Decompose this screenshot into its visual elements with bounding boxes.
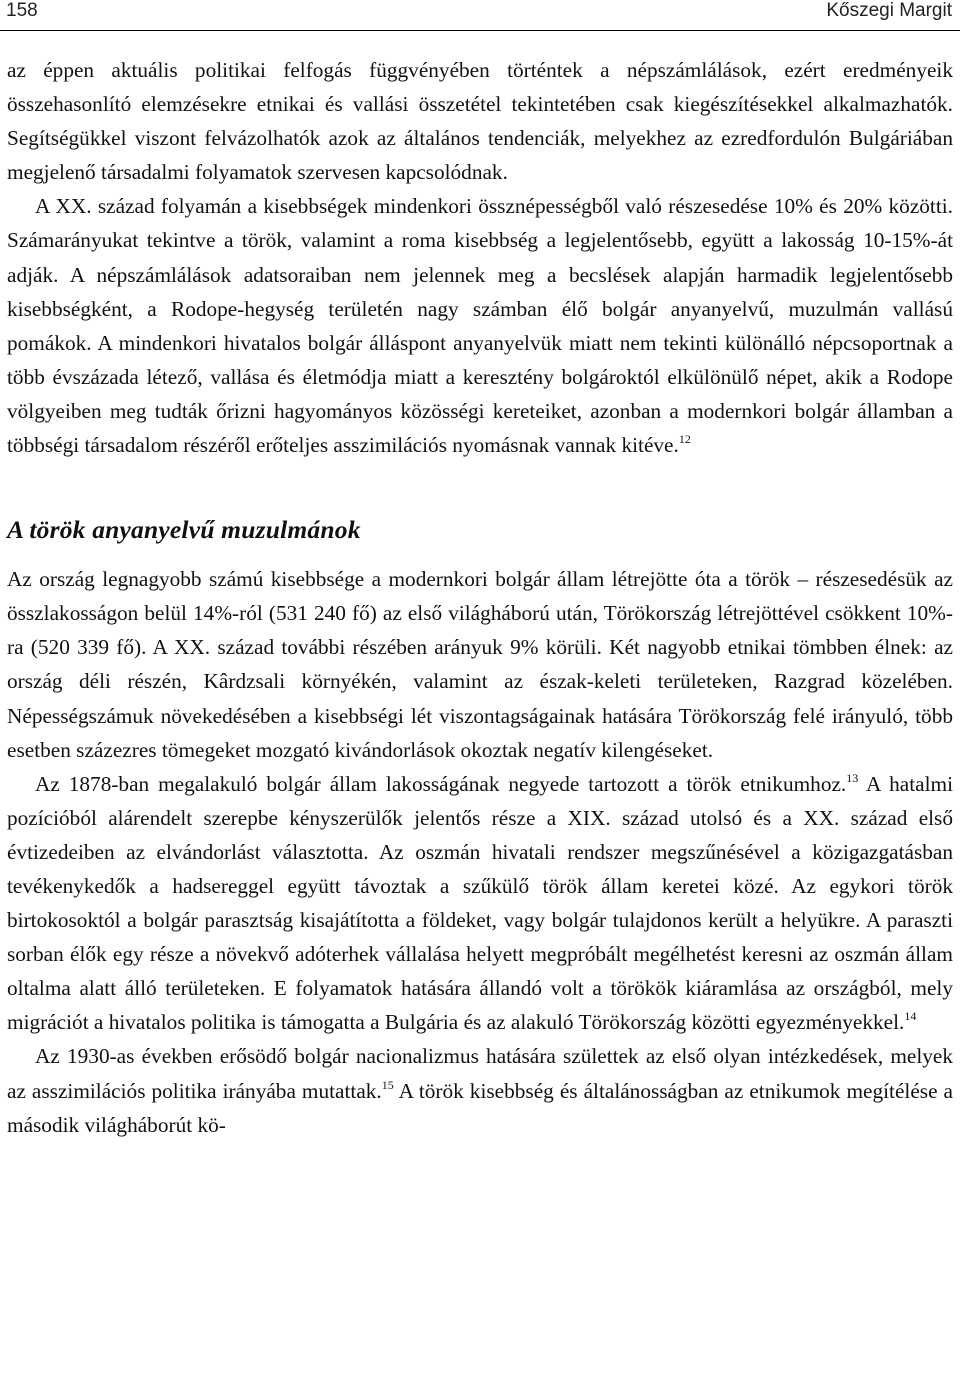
paragraph-text: az éppen aktuális politikai felfogás függvényében történtek a népszámlálások, ezért eredményeik összehasonlító elemzésekre etnikai és vallási összetétel tekintetében csak kiegészítésekkel alkalmazhatók. Segítségükkel viszont felvázolhatók azok az általános tendenciák, melyekhez az ezredfordulón Bulgáriában megjelenő társadalmi folyamatok szervesen kapcsolódnak.: [7, 58, 953, 185]
section-heading: A török anyanyelvű muzulmánok: [7, 515, 361, 545]
paragraph-text: Az ország legnagyobb számú kisebbsége a modernkori bolgár állam létrejötte óta a török – részesedésük az összlakosságon belül 14%-ról (531 240 fő) az első világháború után, Törökország létrejöttével csökkent 10%-ra (520 339 fő). A XX. század további részében arányuk 9% körüli. Két nagyobb etnikai tömbben élnek: az ország déli részén, Kârdzsali környékén, valamint az észak-keleti területeken, Razgrad közelében. Népességszámuk növekedésében a kisebbségi lét viszontagságainak hatására Törökország felé irányuló, több esetben százezres tömegeket mozgató kivándorlások okoztak negatív kilengéseket.: [7, 567, 953, 762]
footnote-ref: 12: [678, 432, 691, 447]
paragraph-text: A hatalmi pozícióból alárendelt szerepbe kényszerülők jelentős része a XIX. század utolsó és a XX. század első évtizedeiben az elvándorlást választotta. Az oszmán hivatali rendszer megszűnésével a közigazgatásban tevékenykedők a hadsereggel együtt távoztak a szűkülő török állam keretei közé. Az egykori török birtokosoktól a bolgár parasztság kisajátította a földeket, vagy bolgár tulajdonos került a helyükre. A paraszti sorban élők egy része a növekvő adóterhek vállalása helyett megpróbált megélhetést keresni az oszmán állam oltalma alatt álló területeken. E folyamatok hatására állandó volt a törökök kiáramlása az országból, mely migrációt a hivatalos politika is támogatta a Bulgária és az alakuló Törökország közötti egyezményekkel.: [7, 771, 953, 1035]
page-body: [7, 53, 953, 1142]
body-paragraph: [7, 562, 953, 767]
footnote-ref: 15: [381, 1077, 394, 1092]
paragraph-text: A XX. század folyamán a kisebbségek mindenkori össznépességből való részesedése 10% és 20% közötti. Számarányukat tekintve a török, valamint a roma kisebbség a legjelentősebb, együtt a lakosság 10-15%-át adják. A népszámlálások adatsoraiban nem jelennek meg a becslések alapján harmadik legjelentősebb kisebbségként, a Rodope-hegység területén nagy számban élő bolgár anyanyelvű, muzulmán vallású pomákok. A mindenkori hivatalos bolgár álláspont anyanyelvük miatt nem tekinti különálló népcsoportnak a több évszázada létező, vallása és életmódja miatt a keresztény bolgároktól elkülönülő népet, akik a Rodope völgyeiben meg tudták őrizni hagyományos közösségi kereteiket, azonban a modernkori bolgár államban a többségi társadalom részéről erőteljes asszimilációs nyomásnak vannak kitéve.: [7, 194, 953, 458]
paragraph-text: Az 1878-ban megalakuló bolgár állam lakosságának negyede tartozott a török etnikumhoz.: [35, 771, 847, 796]
paragraph-text: Az 1930-as években erősödő bolgár nacionalizmus hatására születtek az első olyan intézkedések, melyek az asszimilációs politika irányába mutattak.: [7, 1044, 953, 1103]
footnote-ref: 13: [846, 770, 859, 785]
page-header: [0, 0, 960, 30]
running-title: Kőszegi Margit: [826, 0, 952, 21]
paragraph-text: A török kisebbség és általánosságban az etnikumok megítélése a második világháborút kö-: [7, 1078, 953, 1137]
body-paragraph: [7, 1039, 953, 1141]
body-paragraph: [7, 767, 953, 1040]
body-paragraph: [7, 53, 953, 189]
footnote-ref: 14: [904, 1009, 917, 1024]
page-number: 158: [6, 0, 38, 21]
body-paragraph: [7, 189, 953, 462]
header-divider: [0, 30, 960, 31]
